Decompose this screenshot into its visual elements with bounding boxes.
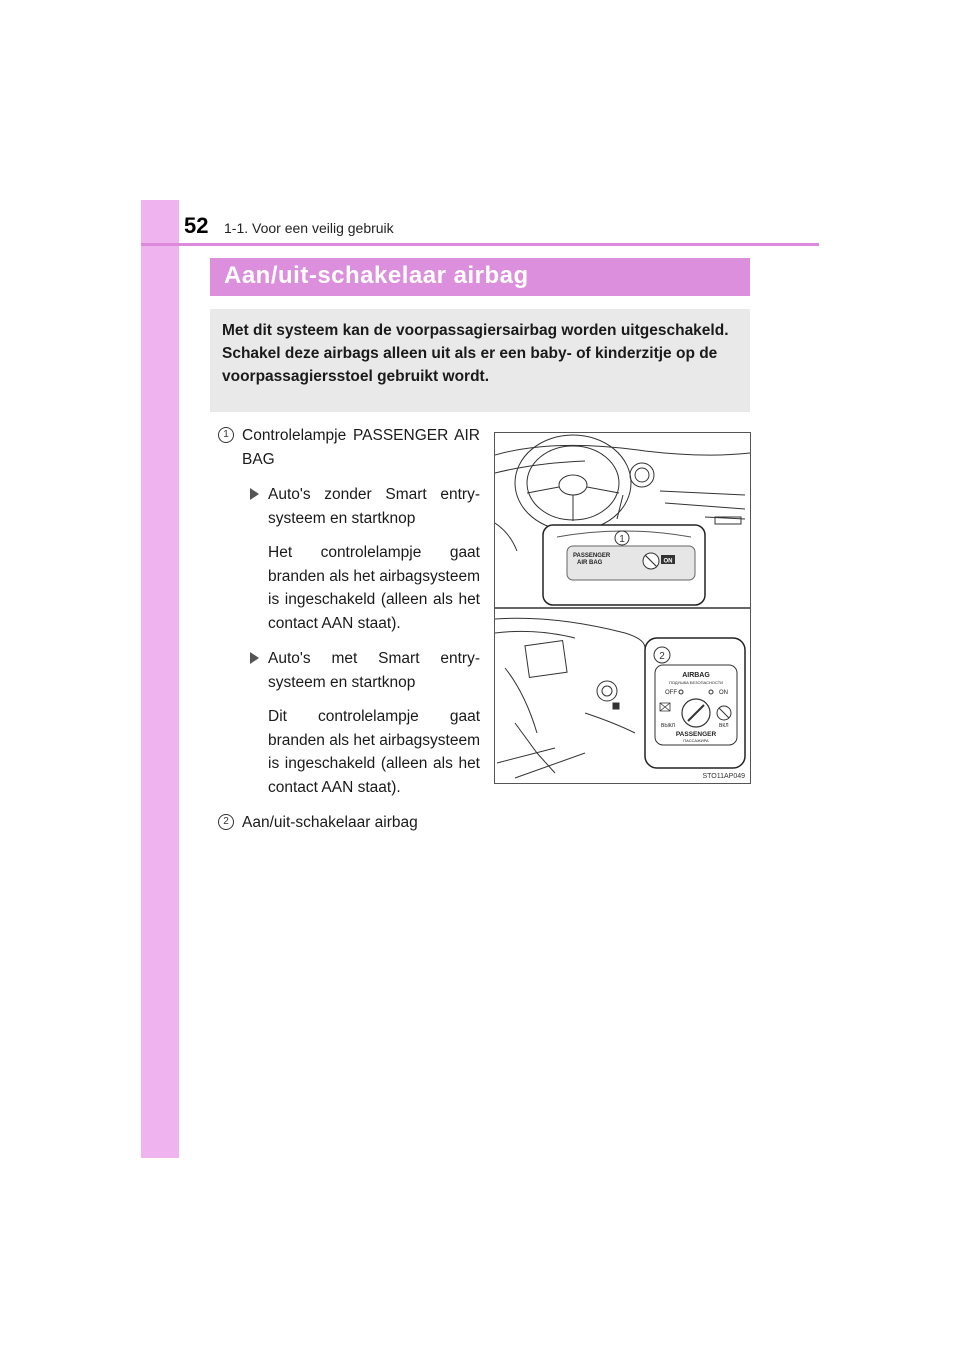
intro-line-2: Schakel deze airbags alleen uit als er een baby- of kinderzitje op de voorpassagiersstoel gebruikt wordt. — [222, 345, 718, 385]
switch-airbag-ru-label: ПОДУШКА БЕЗОПАСНОСТИ — [668, 680, 724, 685]
item-label-2: Aan/uit-schakelaar airbag — [242, 814, 418, 831]
airbag-figure — [494, 432, 751, 784]
list-item-2 — [218, 811, 480, 835]
callout-2: 2 — [659, 651, 665, 662]
figure-code: STO11AP049 — [702, 773, 745, 780]
item-list — [218, 424, 480, 835]
intro-text — [222, 319, 742, 388]
section-title-bar — [210, 258, 750, 296]
bullet-title-2: Auto's met Smart entry-systeem en startknop — [268, 650, 480, 691]
passenger-dashboard-drawing — [495, 618, 645, 778]
bullet-title-1: Auto's zonder Smart entry-systeem en startknop — [268, 486, 480, 527]
bullet-no-smart-entry — [242, 483, 480, 635]
intro-box — [210, 309, 750, 412]
bullet-desc-2: Dit controlelampje gaat branden als het airbagsysteem is ingeschakeld (alleen als het contact AAN staat). — [268, 708, 480, 796]
airbag-illustration — [495, 433, 750, 783]
switch-passenger-label: PASSENGER — [675, 731, 717, 738]
page-number: 52 — [184, 213, 209, 238]
item-marker-1: 1 — [218, 427, 234, 443]
switch-airbag-label: AIRBAG — [682, 672, 710, 679]
switch-passenger-ru-label: ПАССАЖИРА — [683, 738, 709, 743]
bullet-desc-1: Het controlelampje gaat branden als het airbagsysteem is ingeschakeld (alleen als het contact AAN staat). — [268, 544, 480, 632]
list-item-1 — [218, 424, 480, 799]
bullet-smart-entry — [242, 647, 480, 799]
switch-on-label: ON — [719, 690, 728, 696]
chapter-side-tab — [141, 200, 179, 1158]
indicator-passenger-label: PASSENGER — [573, 553, 611, 559]
switch-off-ru-label: ВЫКЛ — [661, 723, 675, 729]
header-rule — [141, 243, 819, 246]
triangle-bullet-icon — [250, 652, 259, 664]
running-header: 1-1. Voor een veilig gebruik — [224, 220, 394, 236]
item-label-1: Controlelampje PASSENGER AIR BAG — [242, 427, 480, 468]
callout-1: 1 — [619, 534, 625, 545]
indicator-airbag-label: AIR BAG — [577, 560, 603, 566]
switch-off-label: OFF — [665, 690, 677, 696]
intro-line-1: Met dit systeem kan de voorpassagiersairbag worden uitgeschakeld. — [222, 322, 729, 339]
item-marker-2: 2 — [218, 814, 234, 830]
switch-on-ru-label: ВКЛ — [719, 723, 729, 729]
section-title: Aan/uit-schakelaar airbag — [224, 262, 529, 289]
indicator-on-label: ON — [663, 558, 673, 565]
triangle-bullet-icon — [250, 488, 259, 500]
